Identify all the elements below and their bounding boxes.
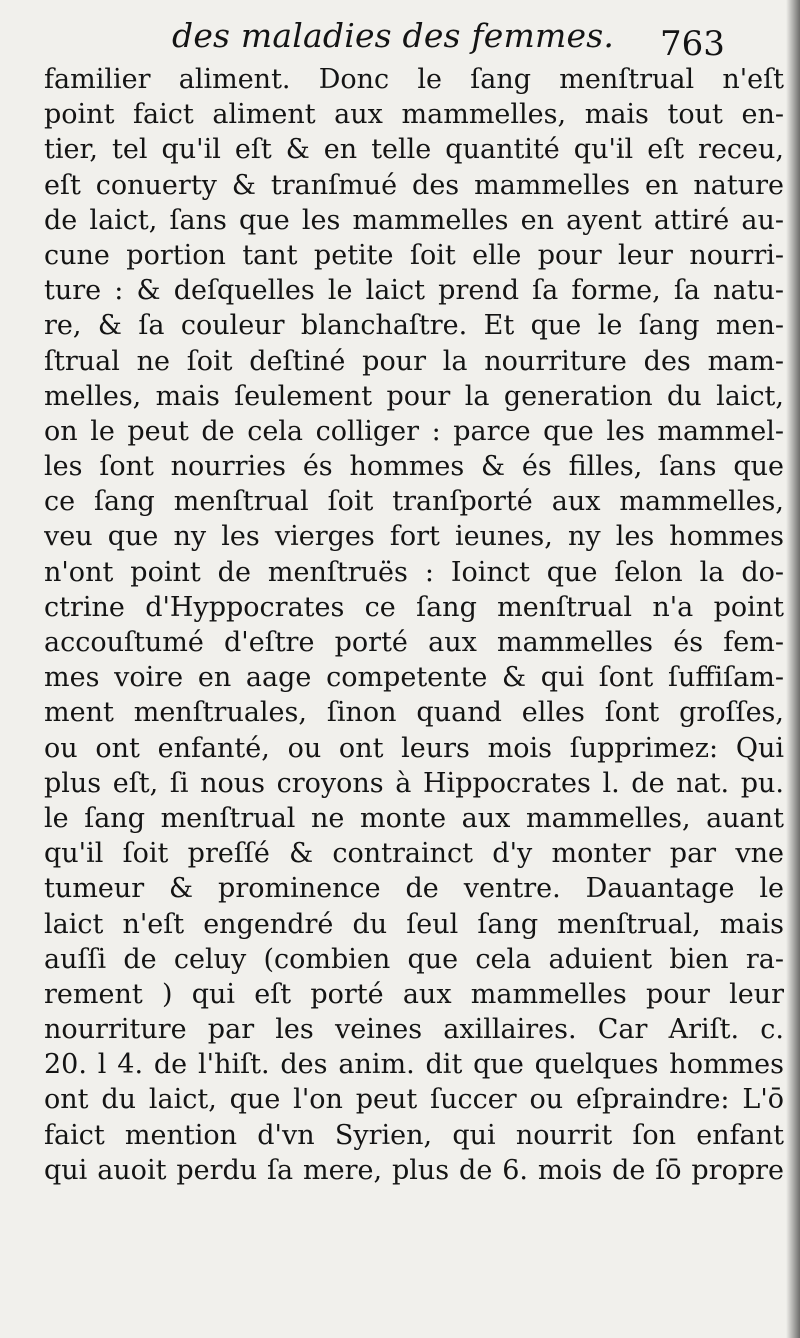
text-line: on le peut de cela colliger : parce que les mammel- [44, 415, 784, 447]
text-line: qui auoit perdu ſa mere, plus de 6. mois de ſō propre [44, 1154, 784, 1186]
text-line: nourriture par les veines axillaires. Car Ariſt. c. [44, 1014, 784, 1046]
text-line: point faict aliment aux mammelles, mais tout en- [44, 99, 784, 131]
text-line: mes voire en aage competente & qui ſont ſuffiſam- [44, 662, 784, 694]
text-line: eſt conuerty & tranſmué des mammelles en nature [44, 169, 784, 201]
running-head: des maladies des femmes. [172, 16, 615, 55]
text-line: tumeur & prominence de ventre. Dauantage le [44, 873, 784, 905]
text-line: le ſang menſtrual ne monte aux mammelles, auant [44, 802, 784, 834]
text-line: 20. l 4. de l'hiſt. des anim. dit que quelques hommes [44, 1049, 784, 1081]
text-line: ture : & deſquelles le laict prend ſa forme, ſa natu- [44, 275, 784, 307]
text-line: ment menſtruales, ſinon quand elles ſont groſſes, [44, 697, 784, 729]
body-text [44, 62, 784, 1188]
text-line: tier, tel qu'il eſt & en telle quantité qu'il eſt receu, [44, 134, 784, 166]
text-line: rement ) qui eſt porté aux mammelles pour leur [44, 978, 784, 1010]
text-line: accouſtumé d'eſtre porté aux mammelles és fem- [44, 627, 784, 658]
text-line: laict n'eſt engendré du ſeul ſang menſtrual, mais [44, 908, 784, 940]
text-line: faict mention d'vn Syrien, qui nourrit ſon enfant [44, 1119, 784, 1151]
page-number: 763 [660, 24, 725, 64]
text-line: ce ſang menſtrual ſoit tranſporté aux mammelles, [44, 486, 784, 518]
text-line: ont du laict, que l'on peut ſuccer ou eſpraindre: L'ō [44, 1084, 784, 1116]
text-line: ctrine d'Hyppocrates ce ſang menſtrual n'a point [44, 591, 784, 623]
text-line: veu que ny les vierges fort ieunes, ny les hommes [44, 521, 784, 553]
text-line: les ſont nourries és hommes & és filles, ſans que [44, 451, 784, 483]
text-line: plus eſt, ſi nous croyons à Hippocrates l. de nat. pu. [44, 767, 784, 799]
text-line: qu'il ſoit preſſé & contrainct d'y monter par vne [44, 838, 784, 870]
text-line: familier aliment. Donc le ſang menſtrual n'eſt [44, 64, 784, 95]
page-header [0, 6, 800, 64]
text-line: de laict, ſans que les mammelles en ayent attiré au- [44, 204, 784, 236]
text-line: ou ont enfanté, ou ont leurs mois ſupprimez: Qui [44, 732, 784, 764]
text-line: n'ont point de menſtruës : Ioinct que ſelon la do- [44, 556, 784, 588]
text-line: auſſi de celuy (combien que cela aduient bien ra- [44, 943, 784, 975]
text-line: ſtrual ne ſoit deſtiné pour la nourriture des mam- [44, 345, 784, 377]
text-line: melles, mais ſeulement pour la generation du laict, [44, 380, 784, 412]
text-line: re, & ſa couleur blanchaſtre. Et que le ſang men- [44, 310, 784, 342]
text-line: cune portion tant petite ſoit elle pour leur nourri- [44, 239, 784, 271]
